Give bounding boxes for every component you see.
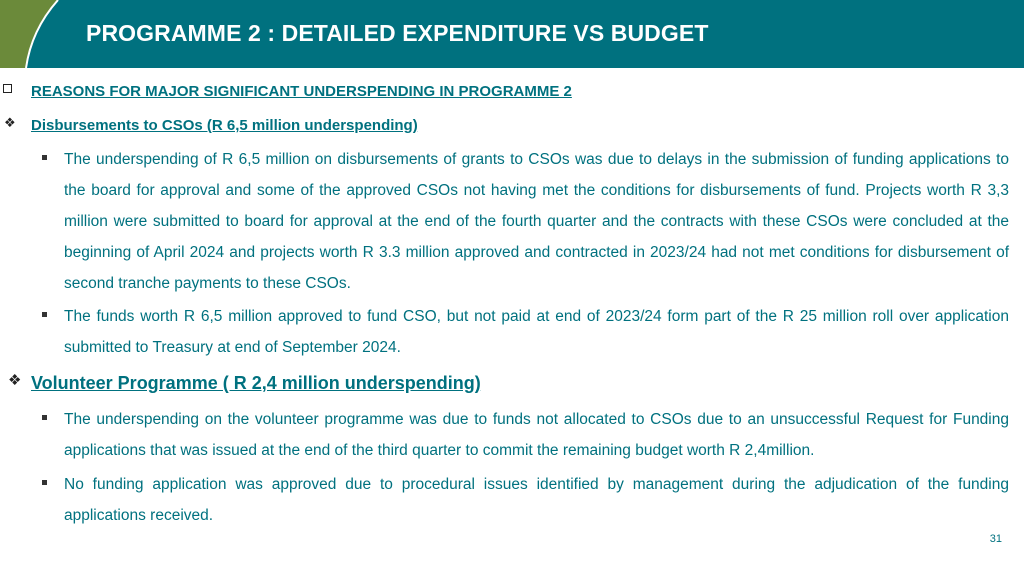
square-bullet-icon <box>42 155 47 160</box>
volunteer-point-1: The underspending on the volunteer programme was due to funds not allocated to CSOs due to an unsuccessful Request for Funding applications that was issued at the end of the third quarter to commit the remaining budget worth R 2,4million. <box>64 411 1009 459</box>
volunteer-heading: Volunteer Programme ( R 2,4 million underspending) <box>31 373 481 393</box>
title-bar <box>0 0 1024 68</box>
volunteer-point-2: No funding application was approved due to procedural issues identified by management during the adjudication of the funding applications received. <box>64 476 1009 524</box>
corner-decoration-icon <box>0 0 70 68</box>
diamond-bullet-icon: ❖ <box>4 115 16 130</box>
cso-heading: Disbursements to CSOs (R 6,5 million underspending) <box>31 117 418 134</box>
reasons-heading: REASONS FOR MAJOR SIGNIFICANT UNDERSPENDING IN PROGRAMME 2 <box>31 83 572 100</box>
cso-point-1: The underspending of R 6,5 million on disbursements of grants to CSOs was due to delays in the submission of funding applications to the board for approval and some of the approved CSOs not having met the conditions for disbursements of fund. Projects worth R 3,3 million were submitted to board for approval at the end of the fourth quarter and the contracts with these CSOs were concluded at the beginning of April 2024 and projects worth R 3.3 million approved and contracted in 2023/24 had not met conditions for disbursement of second tranche payments to these CSOs. <box>64 151 1009 292</box>
page-title: PROGRAMME 2 : DETAILED EXPENDITURE VS BUDGET <box>86 20 709 46</box>
cso-point-2: The funds worth R 6,5 million approved to fund CSO, but not paid at end of 2023/24 form part of the R 25 million roll over application submitted to Treasury at end of September 2024. <box>64 308 1009 356</box>
page-number: 31 <box>989 533 1002 545</box>
square-bullet-icon <box>42 312 47 317</box>
square-bullet-icon <box>42 415 47 420</box>
checkbox-bullet-icon <box>3 84 12 93</box>
diamond-bullet-icon: ❖ <box>8 372 22 389</box>
square-bullet-icon <box>42 480 47 485</box>
